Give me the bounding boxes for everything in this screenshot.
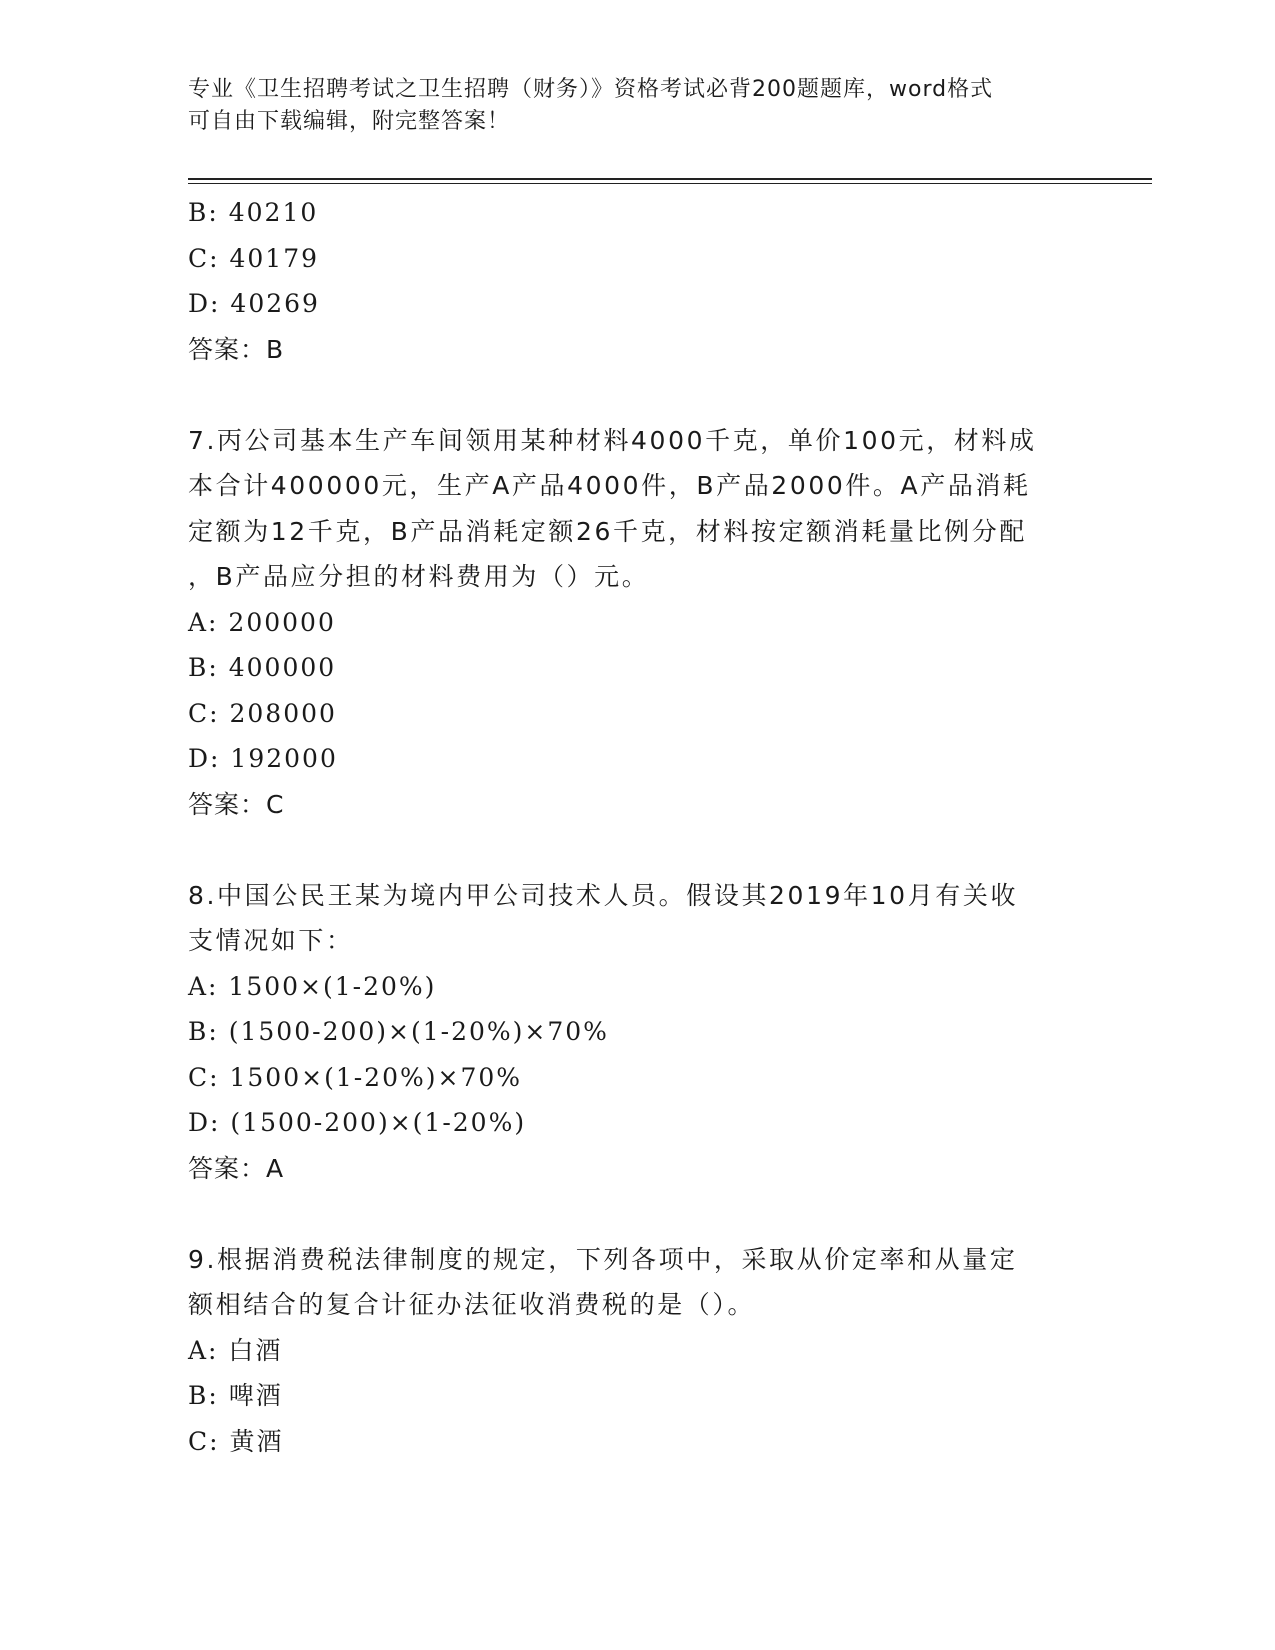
option-d: D: (1500-200)×(1-20%) xyxy=(188,1108,527,1137)
document-header xyxy=(188,74,1088,138)
question-7 xyxy=(188,418,1088,828)
document-body xyxy=(188,190,1088,1464)
spacer xyxy=(188,827,1088,873)
option-c: C: 208000 xyxy=(188,698,337,728)
question-text-line: 9.根据消费税法律制度的规定，下列各项中，采取从价定率和从量定 xyxy=(188,1244,1018,1274)
answer: 答案：B xyxy=(188,334,285,364)
question-text-line: 支情况如下： xyxy=(188,926,354,955)
option-b: B: 400000 xyxy=(188,653,337,682)
question-9 xyxy=(188,1237,1088,1465)
header-line-1: 专业《卫生招聘考试之卫生招聘（财务）》资格考试必背200题题库，word格式 xyxy=(188,77,994,102)
question-text-line: ，B产品应分担的材料费用为（）元。 xyxy=(188,562,650,591)
option-c: C: 黄酒 xyxy=(188,1426,284,1456)
option-d: D: 192000 xyxy=(188,744,338,773)
answer: 答案：A xyxy=(188,1153,285,1183)
option-a: A: 200000 xyxy=(188,607,336,637)
question-text-line: 7.丙公司基本生产车间领用某种材料4000千克，单价100元，材料成 xyxy=(188,425,1037,455)
option-a: A: 1500×(1-20%) xyxy=(188,971,437,1001)
question-8 xyxy=(188,873,1088,1192)
header-divider-thin xyxy=(188,183,1152,184)
question-text-line: 8.中国公民王某为境内甲公司技术人员。假设其2019年10月有关收 xyxy=(188,880,1019,910)
option-a: A: 白酒 xyxy=(188,1335,283,1365)
answer: 答案：C xyxy=(188,789,285,819)
option-b: B: (1500-200)×(1-20%)×70% xyxy=(188,1017,609,1046)
option-b: B: 啤酒 xyxy=(188,1381,283,1410)
option-d: D: 40269 xyxy=(188,289,320,318)
option-b: B: 40210 xyxy=(188,198,319,227)
question-text-line: 本合计400000元，生产A产品4000件，B产品2000件。A产品消耗 xyxy=(188,471,1031,500)
spacer xyxy=(188,372,1088,418)
question-6-tail xyxy=(188,190,1088,372)
question-text-line: 额相结合的复合计征办法征收消费税的是（）。 xyxy=(188,1290,756,1319)
spacer xyxy=(188,1191,1088,1237)
header-divider-thick xyxy=(188,178,1152,180)
option-c: C: 40179 xyxy=(188,243,320,273)
option-c: C: 1500×(1-20%)×70% xyxy=(188,1062,523,1092)
question-text-line: 定额为12千克，B产品消耗定额26千克，材料按定额消耗量比例分配 xyxy=(188,516,1027,546)
header-line-2: 可自由下载编辑，附完整答案！ xyxy=(188,109,511,134)
